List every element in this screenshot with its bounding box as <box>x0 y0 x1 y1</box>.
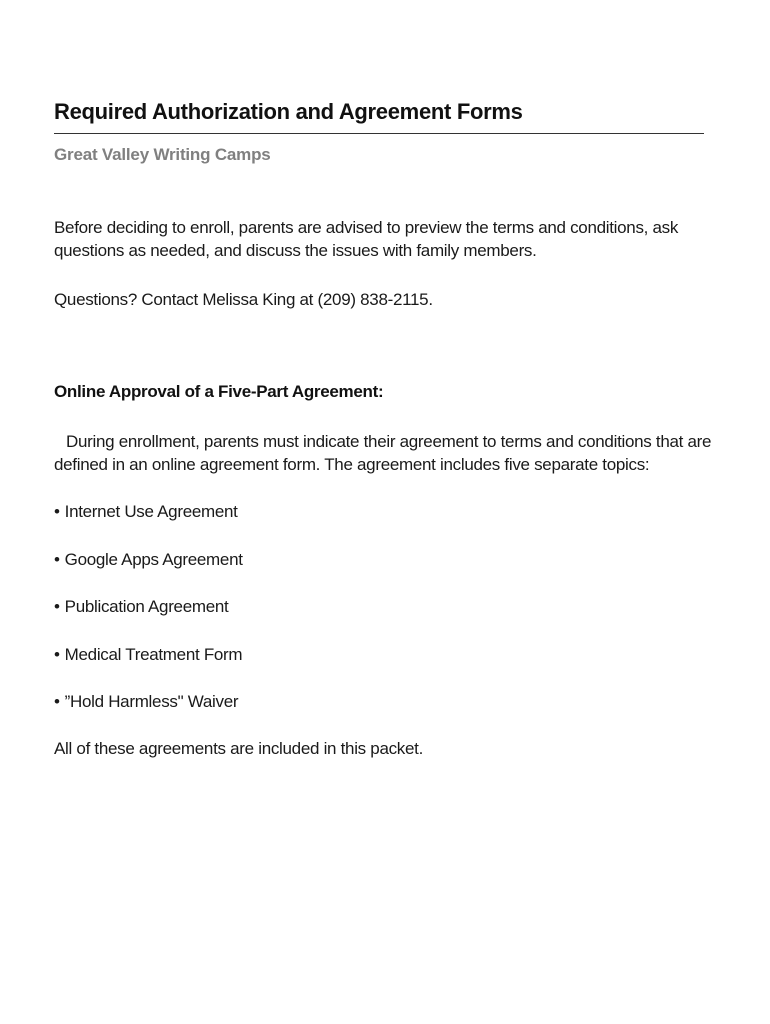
contact-paragraph: Questions? Contact Melissa King at (209) 838-2115. <box>54 290 433 309</box>
organization-subtitle: Great Valley Writing Camps <box>54 145 271 164</box>
bullet-icon: • <box>54 597 60 616</box>
bullet-icon: • <box>54 644 60 664</box>
agreement-label: Google Apps Agreement <box>64 549 243 569</box>
list-item <box>54 690 243 738</box>
bullet-icon: • <box>54 549 60 569</box>
page-title: Required Authorization and Agreement Forms <box>54 99 523 124</box>
agreement-label: Medical Treatment Form <box>64 644 243 664</box>
document-page <box>54 0 712 1024</box>
agreement-label: ”Hold Harmless" Waiver <box>64 692 239 711</box>
intro-paragraph: Before deciding to enroll, parents are advised to preview the terms and conditions, ask questions as needed, and discuss the issues with family members. <box>54 218 679 260</box>
agreement-label: Internet Use Agreement <box>64 502 238 521</box>
closing-paragraph: All of these agreements are included in this packet. <box>54 739 424 758</box>
list-item <box>54 595 243 643</box>
agreement-label: Publication Agreement <box>64 597 229 616</box>
list-item <box>54 548 243 596</box>
list-item <box>54 500 243 548</box>
agreement-list <box>54 500 243 738</box>
title-divider <box>54 133 704 134</box>
section-heading: Online Approval of a Five-Part Agreement: <box>54 382 384 401</box>
bullet-icon: • <box>54 502 60 521</box>
bullet-icon: • <box>54 692 60 711</box>
list-item <box>54 643 243 691</box>
enrollment-paragraph: During enrollment, parents must indicate their agreement to terms and conditions that are defined in an online agreement form. The agreement includes five separate topics: <box>54 432 712 474</box>
